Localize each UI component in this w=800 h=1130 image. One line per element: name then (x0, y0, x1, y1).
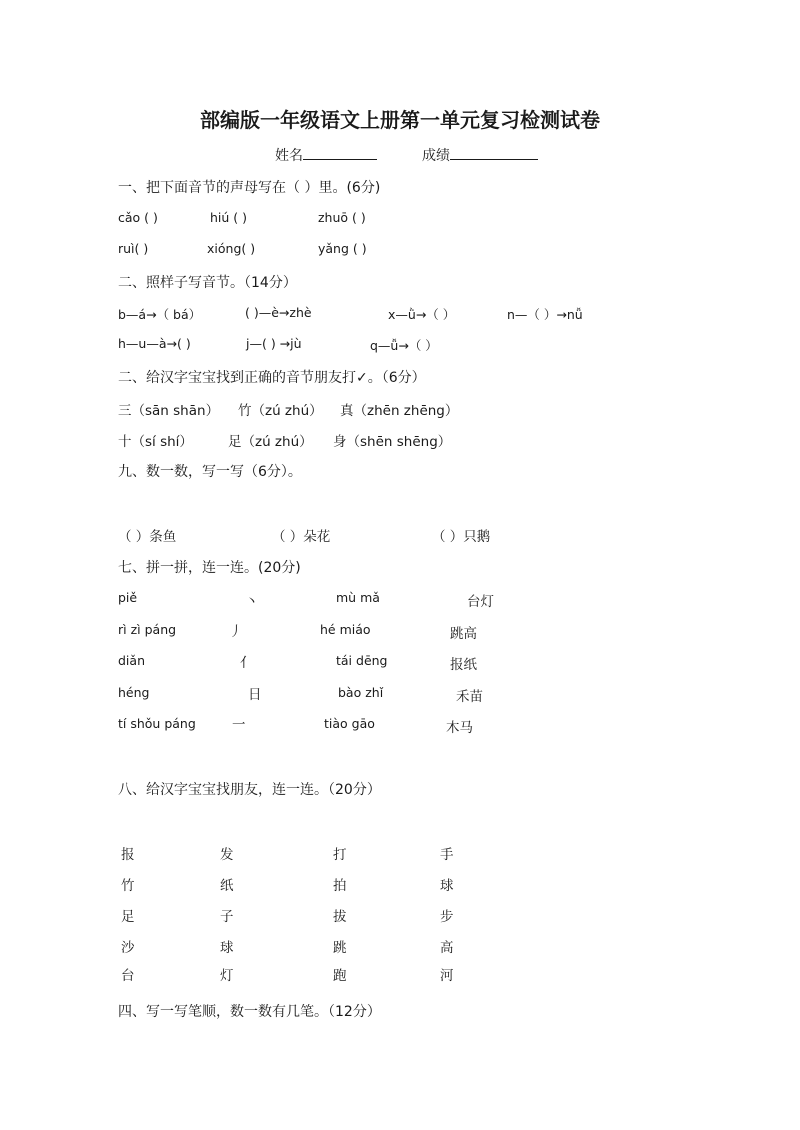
score-field (422, 145, 538, 165)
q1-item: ruì( ) (118, 241, 149, 256)
name-field (275, 145, 377, 165)
q4-item: （ ）只鹅 (432, 529, 491, 545)
q6-char: 跳 (333, 940, 347, 956)
section-5-heading: 七、拼一拼，连一连。(20分) (118, 560, 301, 576)
q5-pinyin: tí shǒu páng (118, 716, 196, 731)
section-2-heading: 二、照样子写音节。（14分） (118, 275, 297, 291)
q3-item: 竹（zú zhú） (238, 403, 323, 419)
q5-stroke: 丿 (229, 624, 243, 640)
q4-item: （ ）朵花 (272, 529, 331, 545)
score-label: 成绩 (422, 148, 450, 164)
q6-char: 纸 (220, 878, 234, 894)
q6-char: 球 (440, 878, 454, 894)
q6-char: 拍 (333, 878, 347, 894)
q1-item: cǎo ( ) (118, 210, 158, 225)
q3-item: 十（sí shí） (118, 434, 193, 450)
q6-char: 跑 (333, 968, 347, 984)
q5-word-pinyin: hé miáo (320, 622, 371, 637)
q5-word-pinyin: mù mǎ (336, 590, 380, 605)
q5-word-pinyin: tái dēng (336, 653, 388, 668)
q5-word: 木马 (446, 720, 473, 736)
q5-stroke: 亻 (240, 655, 254, 671)
q5-pinyin: diǎn (118, 653, 145, 668)
q2-item: n—（ ）→nǚ (507, 307, 583, 322)
q2-item: ( )—è→zhè (245, 305, 312, 320)
q5-word: 台灯 (467, 594, 494, 610)
section-4-heading: 九、数一数，写一写（6分）。 (118, 464, 302, 480)
q2-item: q—ǚ→（ ） (370, 338, 438, 353)
q6-char: 河 (440, 968, 454, 984)
q6-char: 足 (121, 909, 135, 925)
q5-pinyin: rì zì páng (118, 622, 177, 637)
q1-item: xióng( ) (207, 241, 256, 256)
q3-item: 三（sān shān） (118, 403, 220, 419)
q5-stroke: 丶 (245, 594, 259, 610)
q2-item: x—ǜ→（ ） (388, 307, 456, 322)
q6-char: 子 (220, 909, 234, 925)
q6-char: 台 (121, 968, 135, 984)
q3-item: 身（shēn shēng） (333, 434, 452, 450)
q6-char: 步 (440, 909, 454, 925)
q1-item: yǎng ( ) (318, 241, 367, 256)
q5-stroke: 一 (232, 717, 246, 733)
section-1-heading: 一、把下面音节的声母写在（ ）里。(6分) (118, 180, 381, 196)
q1-item: hiú ( ) (210, 210, 248, 225)
section-7-heading: 四、写一写笔顺，数一数有几笔。（12分） (118, 1004, 381, 1020)
section-6-heading: 八、给汉字宝宝找朋友，连一连。（20分） (118, 782, 381, 798)
page-title: 部编版一年级语文上册第一单元复习检测试卷 (200, 108, 600, 132)
q6-char: 沙 (121, 940, 135, 956)
name-blank (303, 145, 377, 160)
q4-item: （ ）条鱼 (118, 529, 177, 545)
q6-char: 拔 (333, 909, 347, 925)
section-3-heading: 二、给汉字宝宝找到正确的音节朋友打✓。（6分） (118, 370, 426, 386)
q6-char: 手 (440, 847, 454, 863)
q5-word: 报纸 (450, 657, 477, 673)
q2-item: j—( ) →jù (246, 336, 302, 351)
q5-word-pinyin: bào zhǐ (338, 685, 384, 700)
q6-char: 高 (440, 940, 454, 956)
q5-word: 禾苗 (456, 689, 483, 705)
q6-char: 发 (220, 847, 234, 863)
name-label: 姓名 (275, 148, 303, 164)
q2-item: b—á→（ bá） (118, 307, 202, 322)
q6-char: 球 (220, 940, 234, 956)
q5-word-pinyin: tiào gāo (324, 716, 375, 731)
q1-item: zhuō ( ) (318, 210, 366, 225)
q6-char: 报 (121, 847, 135, 863)
q6-char: 竹 (121, 878, 135, 894)
q5-stroke: 日 (248, 687, 262, 703)
q6-char: 打 (333, 847, 347, 863)
q3-item: 足（zú zhú） (228, 434, 313, 450)
q5-pinyin: piě (118, 590, 138, 605)
q5-word: 跳高 (450, 626, 477, 642)
q3-item: 真（zhēn zhēng） (340, 403, 459, 419)
q6-char: 灯 (220, 968, 234, 984)
score-blank (450, 145, 538, 160)
q2-item: h—u—à→( ) (118, 336, 191, 351)
q5-pinyin: héng (118, 685, 150, 700)
